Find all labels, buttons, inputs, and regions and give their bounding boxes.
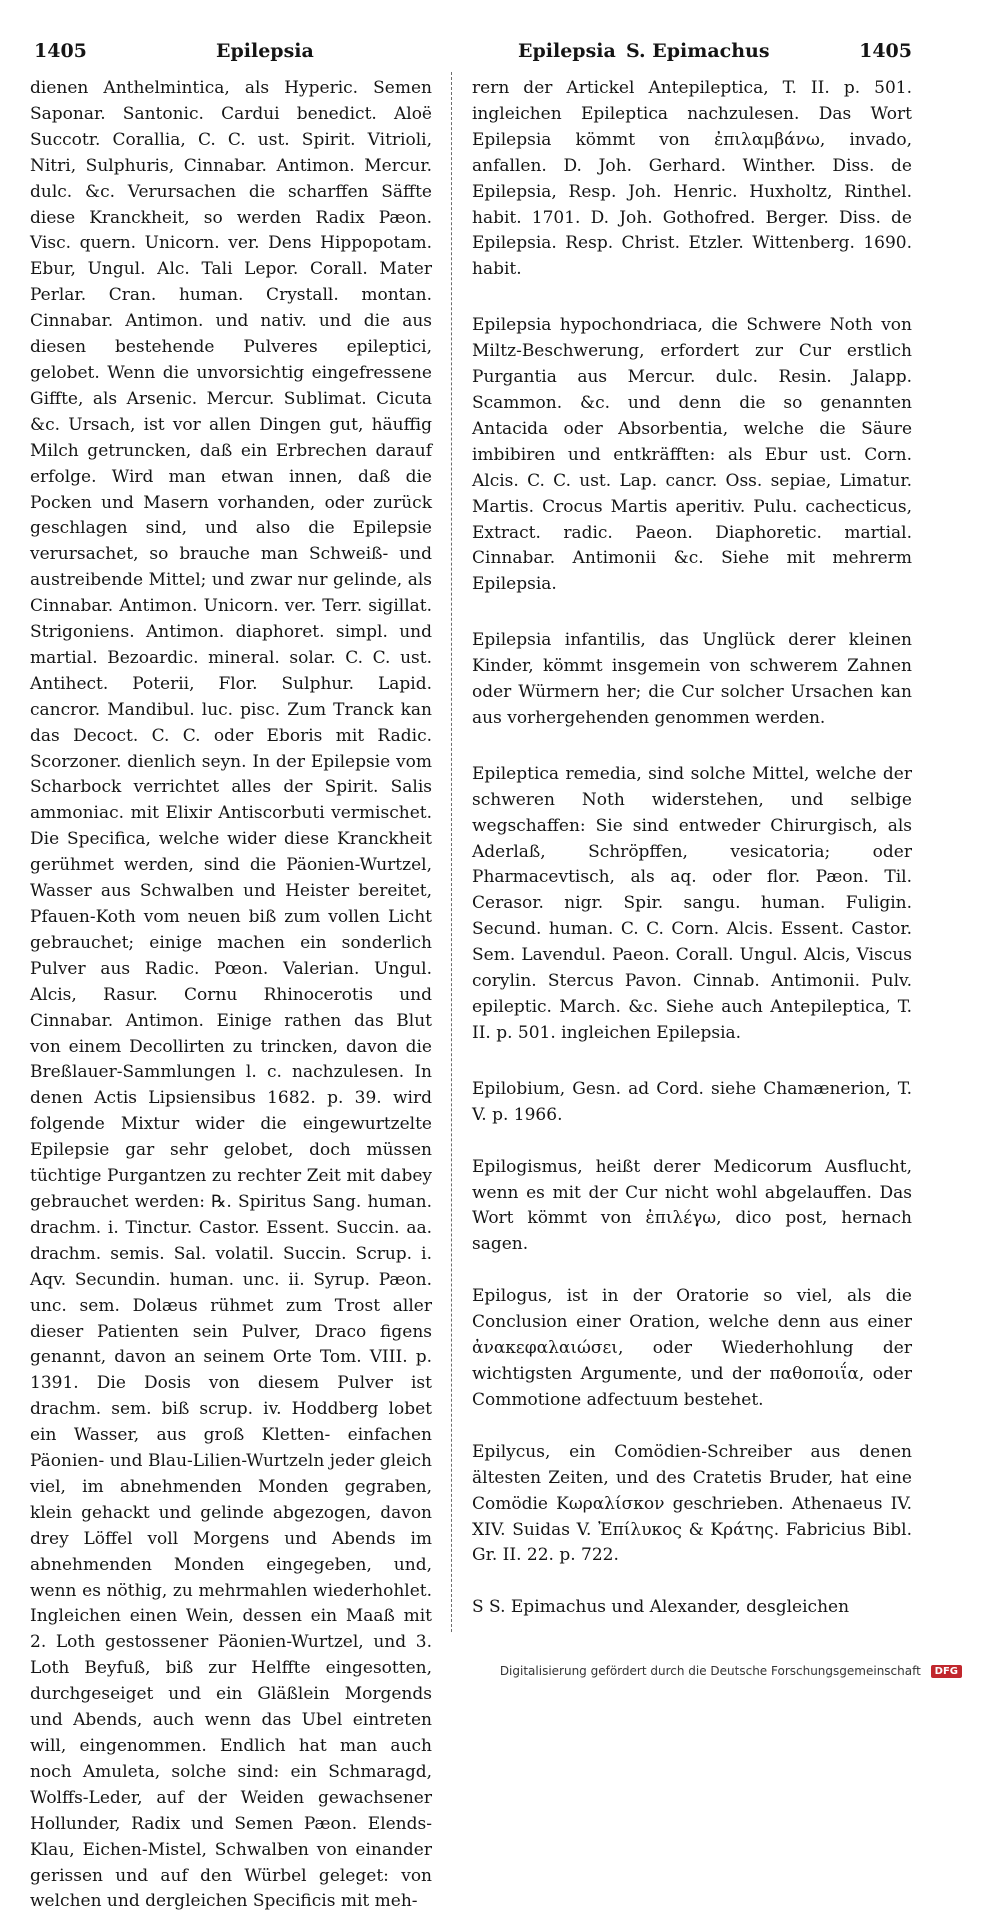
page-header (30, 34, 912, 72)
entry-epilogismus: Epilogismus, heißt derer Medicorum Ausflucht, wenn es mit der Cur nicht wohl abgelauffen. Das Wort kömmt von ἐπιλέγω, dico post, hernach sagen. (472, 1156, 912, 1255)
entry-epileptica-remedia: Epileptica remedia, sind solche Mittel, welche der schweren Noth widerstehen, und selbige wegschaffen: Sie sind entweder Chirurgisch, als Aderlaß, Schröpffen, vesicatoria; oder Pharmacevtisch, als aq. oder flor. Pæon. Til. Cerasor. nigr. Spir. sangu. human. Fuligin. Secund. human. C. C. Corn. Alcis. Essent. Castor. Sem. Lavendul. Paeon. Corall. Ungul. Alcis, Viscus corylin. Stercus Pavon. Cinnab. Antimonii. Pulv. epileptic. March. &c. Siehe auch Antepileptica, T. II. p. 501. ingleichen Epilepsia. (472, 763, 912, 1043)
running-head-left: Epilepsia (216, 40, 314, 62)
entry-continuation: rern der Artickel Antepileptica, T. II. p. 501. ingleichen Epileptica nachzulesen. Das Wort Epilepsia kömmt von ἐπιλαμβάνω, invado, anfallen. D. Joh. Gerhard. Winther. Diss. de Epilepsia, Resp. Joh. Henric. Huxholtz, Rinthel. habit. 1701. D. Joh. Gothofred. Berger. Diss. de Epilepsia. Resp. Christ. Etzler. Wittenberg. 1690. habit. (472, 78, 912, 280)
left-column-text: dienen Anthelmintica, als Hyperic. Semen Saponar. Santonic. Cardui benedict. Aloë Succotr. Corallia, C. C. ust. Spirit. Vitrioli, Nitri, Sulphuris, Cinnabar. Antimon. Mercur. dulc. &c. Verursachen die scharffen Säffte diese Kranckheit, so werden Radix Pæon. Visc. quern. Unicorn. ver. Dens Hippopotam. Ebur, Ungul. Alc. Tali Lepor. Corall. Mater Perlar. Cran. human. Crystall. montan. Cinnabar. Antimon. und nativ. und die aus diesen bestehende Pulveres epileptici, gelobet. Wenn die unvorsichtig eingefressene Giffte, als Arsenic. Mercur. Sublimat. Cicuta &c. Ursach, ist vor allen Dingen gut, häuffig Milch getruncken, daß ein Erbrechen darauf erfolge. Wird man etwan innen, daß die Pocken und Masern vorhanden, oder zurück geschlagen sind, und also die Epilepsie verursachet, so brauche man Schweiß- und austreibende Mittel; und zwar nur gelinde, als Cinnabar. Antimon. Unicorn. ver. Terr. sigillat. Strigoniens. Antimon. diaphoret. simpl. und martial. Bezoardic. mineral. solar. C. C. ust. Antihect. Poterii, Flor. Sulphur. Lapid. cancror. Mandibul. luc. pisc. Zum Tranck kan das Decoct. C. C. oder Eboris mit Radic. Scorzoner. dienlich seyn. In der Epilepsie vom Scharbock verrichtet alles der Spirit. Salis ammoniac. mit Elixir Antiscorbuti vermischet. Die Specifica, welche wider diese Kranckheit gerühmet werden, sind die Päonien-Wurtzel, Wasser aus Schwalben und Heister bereitet, Pfauen-Koth vom neuen biß zum vollen Licht gebrauchet; einige machen ein sonderlich Pulver aus Radic. Pœon. Valerian. Ungul. Alcis, Rasur. Cornu Rhinocerotis und Cinnabar. Antimon. Einige rathen das Blut von einem Decollirten zu trincken, davon die Breßlauer-Sammlungen l. c. nachzulesen. In denen Actis Lipsiensibus 1682. p. 39. wird folgende Mixtur wider die eingewurtzelte Epilepsie gar sehr gelobet, doch müssen tüchtige Purgantzen zu rechter Zeit mit dabey gebrauchet werden: ℞. Spiritus Sang. human. drachm. i. Tinctur. Castor. Essent. Succin. aa. drachm. semis. Sal. volatil. Succin. Scrup. i. Aqv. Secundin. human. unc. ii. Syrup. Pæon. unc. sem. Dolæus rühmet zum Trost aller dieser Patienten sein Pulver, Draco figens genannt, davon an seinem Orte Tom. VIII. p. 1391. Die Dosis von diesem Pulver ist drachm. sem. biß scrup. iv. Hoddberg lobet ein Wasser, aus groß Kletten- einfachen Päonien- und Blau-Lilien-Wurtzeln jeder gleich viel, im abnehmenden Monden gegraben, klein gehackt und gelinde abgezogen, davon drey Löffel voll Morgens und Abends im abnehmenden Monden eingegeben, und, wenn es nöthig, zu mehrmahlen wiederhohlet. Ingleichen einen Wein, dessen ein Maaß mit 2. Loth gestossener Päonien-Wurtzel, und 3. Loth Beyfuß, biß zur Helffte eingesotten, durchgeseiget und ein Gläßlein Morgends und Abends, auch wenn das Ubel eintreten will, eingenommen. Endlich hat man auch noch Amuleta, solche sind: ein Schmaragd, Wolffs-Leder, auf der Weiden gewachsener Hollunder, Radix und Semen Pæon. Elends-Klau, Eichen-Mistel, Schwalben von einander gerissen und auf den Würbel geleget: von welchen und dergleichen Specificis mit meh- (30, 78, 432, 1912)
dfg-logo: DFG (931, 1665, 962, 1678)
entry-epilepsia-hypochondriaca: Epilepsia hypochondriaca, die Schwere Noth von Miltz-Beschwerung, erfordert zur Cur erstlich Purgantia aus Mercur. dulc. Resin. Jalapp. Scammon. &c. und denn die so genannten Antacida oder Absorbentia, welche die Säure imbibiren und entkräfften: als Ebur ust. Corn. Alcis. C. C. ust. Lap. cancr. Oss. sepiae, Limatur. Martis. Crocus Martis aperitiv. Pulu. cachecticus, Extract. radic. Paeon. Diaphoretic. martial. Cinnabar. Antimonii &c. Siehe mit mehrerm Epilepsia. (472, 315, 912, 595)
right-column (472, 76, 912, 1621)
entry-epilycus: Epilycus, ein Comödien-Schreiber aus denen ältesten Zeiten, und des Cratetis Bruder, hat eine Comödie Κωραλίσκον geschrieben. Athenaeus IV. XIV. Suidas V. Ἐπίλυκος & Κράτης. Fabricius Bibl. Gr. II. 22. p. 722. (472, 1441, 912, 1566)
entry-epilobium: Epilobium, Gesn. ad Cord. siehe Chamænerion, T. V. p. 1966. (472, 1078, 912, 1125)
footer-credit-text: Digitalisierung gefördert durch die Deutsche Forschungsgemeinschaft (499, 1664, 921, 1678)
digitization-credit (0, 1664, 1000, 1678)
entry-epilepsia-infantilis: Epilepsia infantilis, das Unglück derer kleinen Kinder, kömmt insgemein von schwerem Zahnen oder Würmern her; die Cur solcher Ursachen kan aus vorhergehenden genommen werden. (472, 630, 912, 728)
running-head-right: Epilepsia (518, 40, 616, 62)
page-number-left: 1405 (34, 40, 87, 62)
column-divider (451, 72, 452, 1632)
entry-epilogus: Epilogus, ist in der Oratorie so viel, als die Conclusion einer Oration, welche denn aus einer ἀνακεφαλαιώσει, oder Wiederhohlung der wichtigsten Argumente, und der παθοποιΐα, oder Commotione adfectuum bestehet. (472, 1286, 912, 1410)
running-head-right-2: S. Epimachus (626, 40, 770, 62)
left-column (30, 76, 432, 1915)
page-number-right: 1405 (859, 40, 912, 62)
entry-epimachus: S S. Epimachus und Alexander, desgleichen (472, 1597, 850, 1618)
